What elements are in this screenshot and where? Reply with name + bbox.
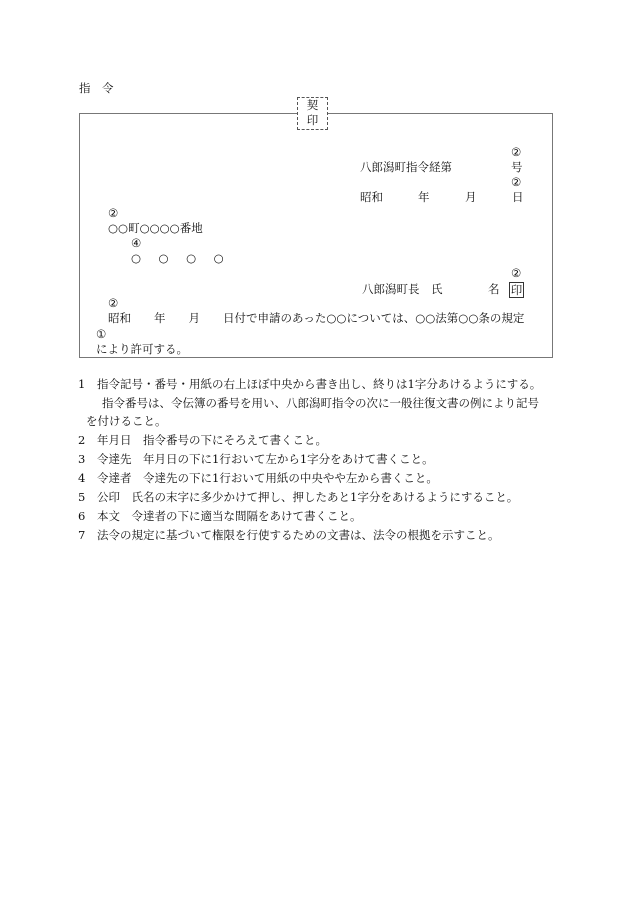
- note-text: 指令記号・番号・用紙の右上ほぼ中央から書き出し、終りは1字分あけるようにする。: [97, 377, 542, 391]
- note-text: 指令番号は、令伝簿の番号を用い、八郎潟町指令の次に一般往復文書の例により記号: [102, 396, 539, 410]
- note-number: 4: [78, 471, 86, 485]
- note-text: 法令の規定に基づいて権限を行使するための文書は、法令の根拠を示すこと。: [97, 528, 500, 542]
- note-number: 6: [78, 509, 86, 523]
- body-text: により許可する。: [96, 342, 188, 356]
- document-title: 指 令: [79, 81, 114, 95]
- note-text: 令達者 令達先の下に1行おいて用紙の中央やや左から書くこと。: [97, 471, 438, 485]
- date-day: 日: [512, 190, 524, 204]
- note-number: 7: [78, 528, 86, 542]
- note-marker: ②: [511, 175, 522, 189]
- note-marker: ②: [108, 296, 119, 310]
- directive-number-suffix: 号: [511, 160, 523, 174]
- date-year: 年: [418, 190, 430, 204]
- note-marker: ②: [511, 266, 522, 280]
- note-number: 5: [78, 490, 86, 504]
- note-text: 本文 令達者の下に適当な間隔をあけて書くこと。: [97, 509, 362, 523]
- note-text: 年月日 指令番号の下にそろえて書くこと。: [97, 433, 327, 447]
- date-era: 昭和: [360, 190, 383, 204]
- date-month: 月: [465, 190, 477, 204]
- body-text: 昭和 年 月 日付で申請のあった○○については、○○法第○○条の規定: [108, 311, 525, 325]
- note-number: 1: [78, 377, 86, 391]
- note-marker: ②: [511, 145, 522, 159]
- addressee-address: ○○町○○○○番地: [108, 221, 203, 235]
- note-text: を付けること。: [86, 414, 167, 428]
- note-number: 3: [78, 452, 86, 466]
- official-seal: 印: [510, 283, 523, 297]
- stamp-char: 印: [306, 113, 319, 127]
- note-number: 2: [78, 433, 86, 447]
- collation-stamp-box: [297, 97, 328, 130]
- sender-name-end: 名: [488, 282, 500, 296]
- sender-title: 八郎潟町長 氏: [362, 282, 443, 296]
- note-marker: ④: [131, 236, 142, 250]
- note-marker: ①: [96, 327, 107, 341]
- recipient-name: ○ ○ ○ ○: [131, 251, 227, 265]
- note-text: 令達先 年月日の下に1行おいて左から1字分をあけて書くこと。: [97, 452, 434, 466]
- note-marker: ②: [108, 206, 119, 220]
- note-text: 公印 氏名の末字に多少かけて押し、押したあと1字分をあけるようにすること。: [97, 490, 519, 504]
- directive-number-prefix: 八郎潟町指令経第: [360, 160, 452, 174]
- stamp-char: 契: [306, 98, 319, 112]
